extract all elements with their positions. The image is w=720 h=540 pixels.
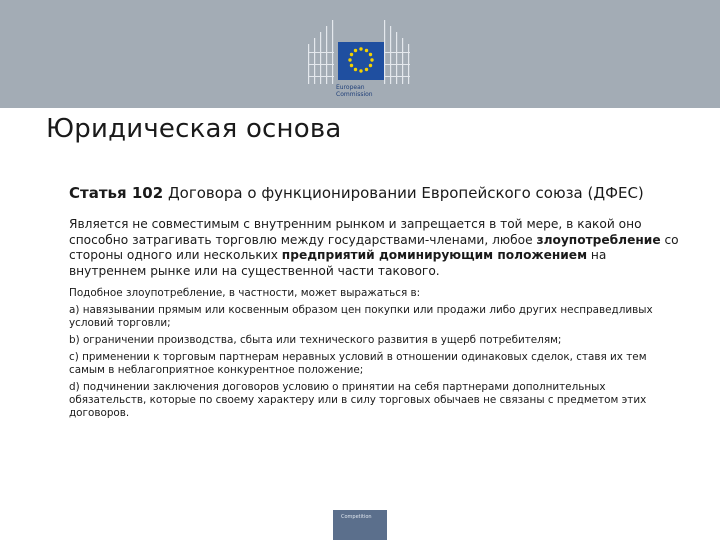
list-item-c: c) применении к торговым партнерам неравных условий в отношении одинаковых сделок, ставя их тем самым в неблагоприятное конкурентное положение; bbox=[69, 351, 647, 376]
lead-paragraph bbox=[69, 217, 679, 279]
article-heading bbox=[69, 184, 679, 203]
article-title: Договора о функционировании Европейского союза (ДФЕС) bbox=[163, 184, 644, 202]
list-item-a: a) навязывании прямым или косвенным образом цен покупки или продажи либо других несправедливых условий торговли; bbox=[69, 304, 653, 329]
lead-text-3: на внутреннем рынке или на существенной части такового. bbox=[69, 248, 607, 278]
lead-bold-dominant: предприятий доминирующим положением bbox=[281, 248, 588, 262]
logo-caption-line1: European bbox=[336, 84, 365, 91]
lead-text-2: со стороны одного или нескольких bbox=[69, 232, 679, 262]
article-number: Статья 102 bbox=[69, 184, 164, 202]
footer-label: Competition bbox=[341, 514, 372, 520]
slide-content bbox=[69, 184, 679, 424]
list-item-b: b) ограничении производства, сбыта или технического развития в ущерб потребителям; bbox=[69, 334, 562, 346]
lead-text-1: Является не совместимым с внутренним рынком и запрещается в той мере, в какой оно способно затрагивать торговлю между государствами-членами, любое bbox=[69, 217, 642, 247]
logo-caption bbox=[336, 84, 416, 98]
lead-bold-abuse: злоупотребление bbox=[536, 232, 661, 247]
slide-title: Юридическая основа bbox=[46, 114, 342, 144]
abuse-intro: Подобное злоупотребление, в частности, может выражаться в: bbox=[69, 287, 421, 299]
logo-caption-line2: Commission bbox=[336, 91, 373, 98]
list-item-d: d) подчинении заключения договоров условию о принятии на себя партнерами дополнительных обязательств, которые по своему характеру или в силу торговых обычаев не связаны с предметом этих договоров. bbox=[69, 381, 647, 419]
